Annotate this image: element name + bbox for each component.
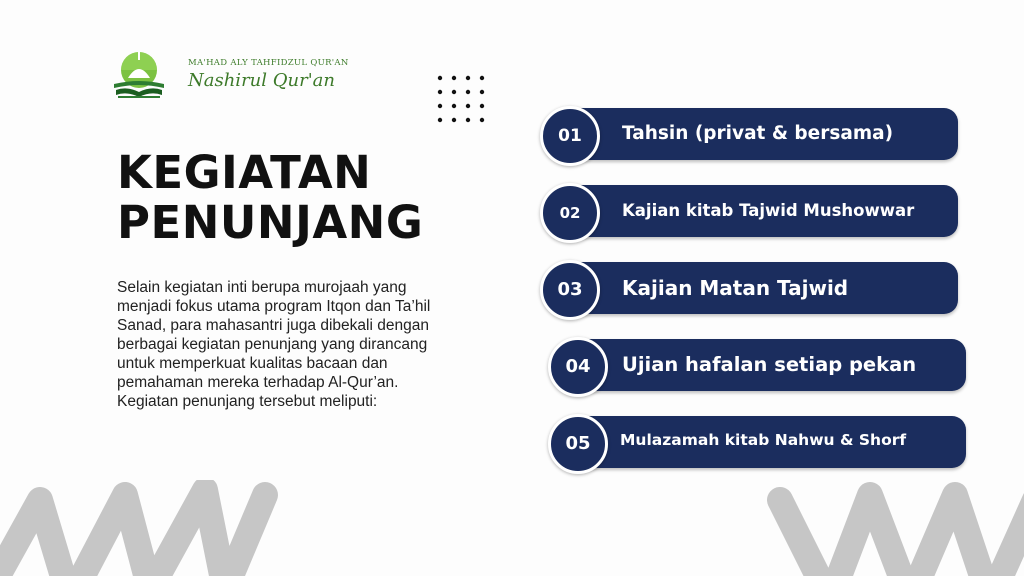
list-item-05 [548, 416, 966, 468]
item-label: Ujian hafalan setiap pekan [622, 353, 917, 376]
logo-subtitle: MA'HAD ALY TAHFIDZUL QUR'AN [188, 58, 349, 68]
item-label: Kajian kitab Tajwid Mushowwar [622, 201, 915, 220]
brush-stroke-left-decoration [0, 480, 300, 576]
brush-stroke-right-decoration [760, 480, 1024, 576]
description-text [117, 278, 447, 411]
list-item-03 [540, 262, 958, 314]
list-item-04 [548, 339, 966, 391]
item-number-badge: 05 [548, 414, 608, 474]
mosque-quran-emblem-icon [108, 48, 170, 104]
item-number-badge: 02 [540, 183, 600, 243]
list-item-01 [540, 108, 958, 160]
page-title [117, 148, 457, 248]
list-item-02 [540, 185, 958, 237]
dot-grid-decoration [437, 75, 487, 125]
description-paragraph: Selain kegiatan inti berupa murojaah yang menjadi fokus utama program Itqon dan Ta’hil Sanad, para mahasantri juga dibekali dengan berbagai kegiatan penunjang yang dirancang untuk memperkuat kualitas bacaan dan pemahaman mereka terhadap Al-Qur’an. [117, 279, 431, 391]
title-line-2: PENUNJANG [117, 196, 424, 249]
item-label: Tahsin (privat & bersama) [622, 123, 894, 144]
logo-name: Nashirul Qur'an [188, 70, 335, 91]
item-label: Mulazamah kitab Nahwu & Shorf [620, 431, 907, 449]
item-label: Kajian Matan Tajwid [622, 276, 849, 300]
item-number-badge: 01 [540, 106, 600, 166]
title-line-1: KEGIATAN [117, 146, 372, 199]
institution-logo [108, 48, 349, 106]
item-number-badge: 04 [548, 337, 608, 397]
description-closing: Kegiatan penunjang tersebut meliputi: [117, 393, 378, 410]
item-number-badge: 03 [540, 260, 600, 320]
